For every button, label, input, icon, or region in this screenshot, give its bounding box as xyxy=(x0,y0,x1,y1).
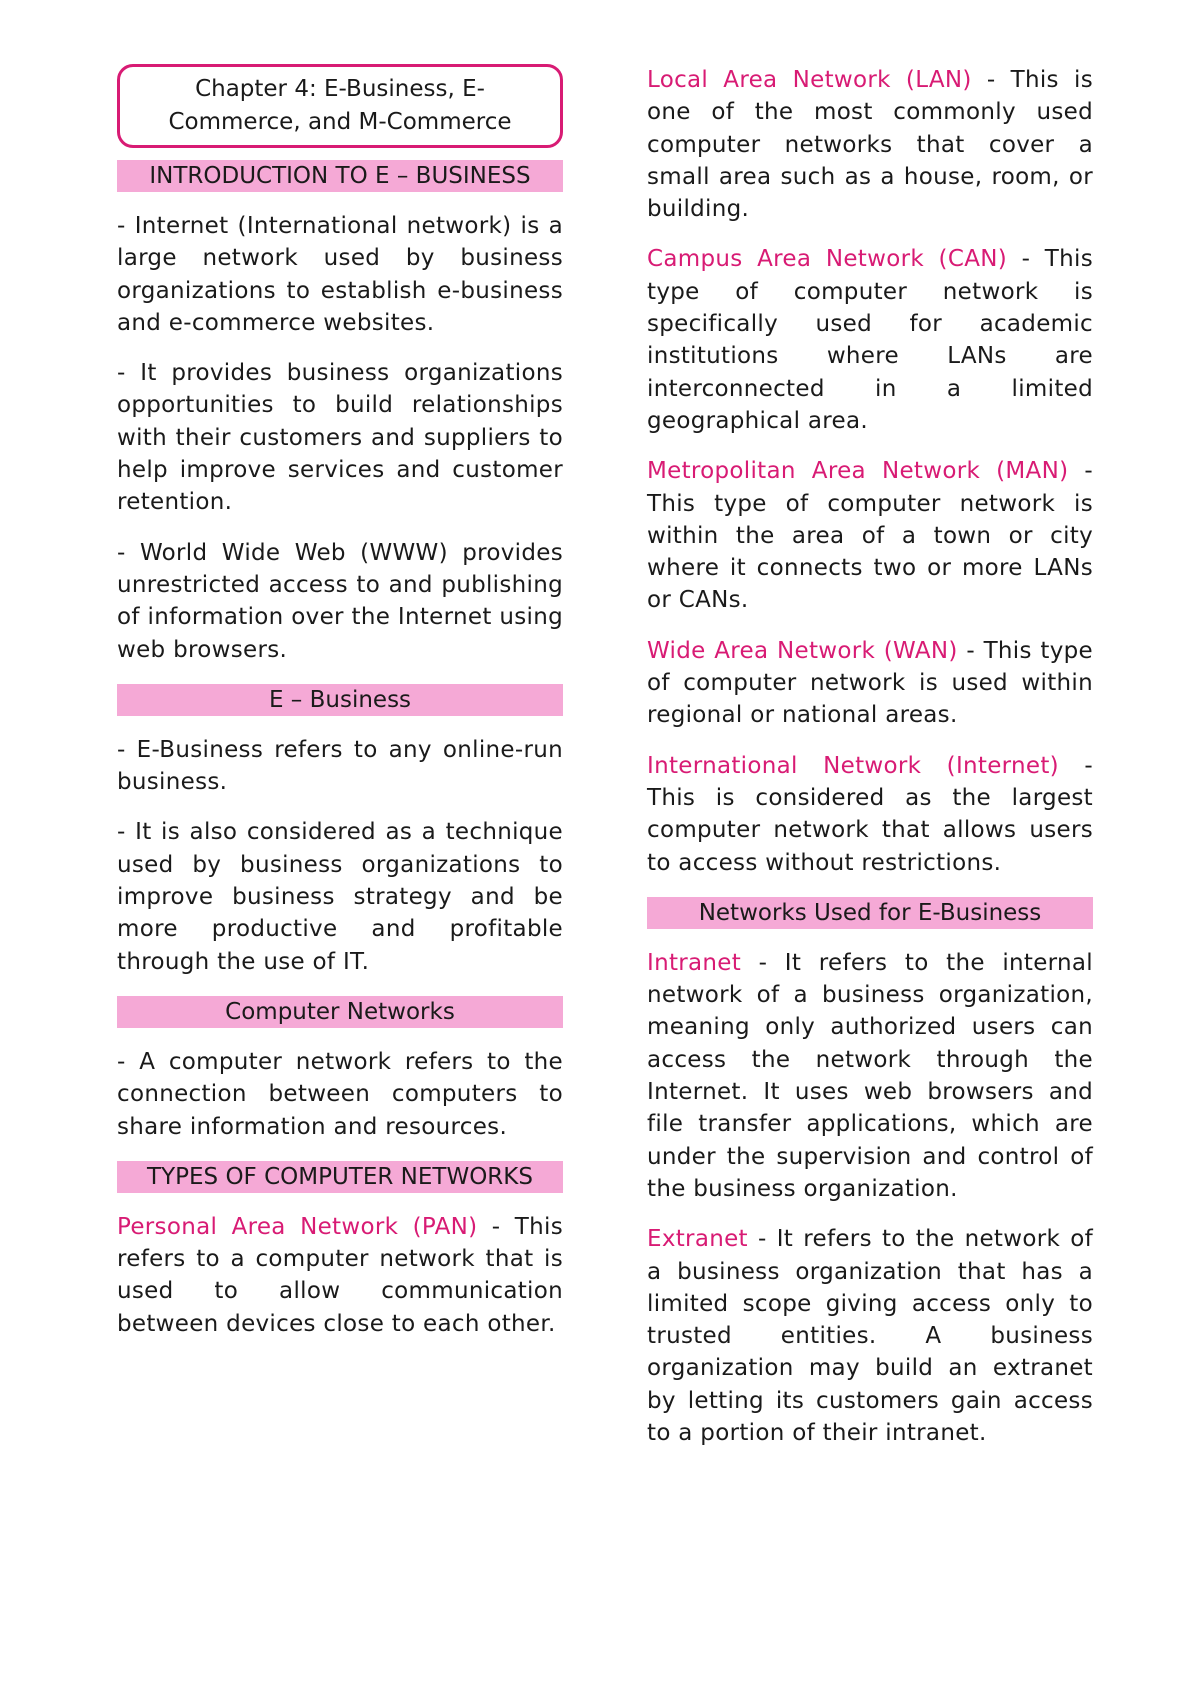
computer-networks-paragraph: - A computer network refers to the connection between computers to share information and resources. xyxy=(117,1048,563,1140)
left-column xyxy=(117,64,563,1358)
types-of-networks-heading: TYPES OF COMPUTER NETWORKS xyxy=(117,1161,563,1193)
intranet-definition xyxy=(647,947,1093,1205)
internet-definition xyxy=(647,750,1093,879)
right-column xyxy=(647,64,1093,1467)
lan-definition xyxy=(647,64,1093,225)
pan-definition xyxy=(117,1211,563,1340)
intro-paragraph-opportunities: - It provides business organizations opportunities to build relationships with their customers and suppliers to help improve services and customer retention. xyxy=(117,360,563,516)
computer-networks-heading: Computer Networks xyxy=(117,996,563,1028)
man-term: Metropolitan Area Network (MAN) xyxy=(647,458,1069,485)
lan-text: - This is one of the most commonly used computer networks that cover a small area such as a house, room, or building. xyxy=(647,67,1094,223)
extranet-text: - It refers to the network of a business organization that has a limited scope giving access only to trusted entities. A business organization may build an extranet by letting its customers gain access to a portion of their intranet. xyxy=(647,1226,1093,1446)
man-definition xyxy=(647,455,1093,616)
pan-term: Personal Area Network (PAN) xyxy=(117,1213,478,1240)
intro-paragraph-www: - World Wide Web (WWW) provides unrestricted access to and publishing of information over the Internet using web browsers. xyxy=(117,539,563,663)
lan-term: Local Area Network (LAN) xyxy=(647,67,972,93)
chapter-title-line-1: Chapter 4: E-Business, E- xyxy=(195,76,485,102)
extranet-definition xyxy=(647,1223,1093,1449)
internet-term: International Network (Internet) xyxy=(647,752,1059,779)
wan-text: - This type of computer network is used within regional or national areas. xyxy=(647,637,1094,729)
ebusiness-heading: E – Business xyxy=(117,684,563,716)
intranet-term: Intranet xyxy=(647,949,742,976)
wan-definition xyxy=(647,635,1093,732)
wan-term: Wide Area Network (WAN) xyxy=(647,637,958,664)
can-definition xyxy=(647,243,1093,437)
chapter-title-line-2: Commerce, and M-Commerce xyxy=(168,109,512,135)
can-text: - This type of computer network is specifically used for academic institutions where LANs are interconnected in a limited geographical area. xyxy=(647,246,1093,434)
intro-heading: INTRODUCTION TO E – BUSINESS xyxy=(117,160,563,192)
extranet-term: Extranet xyxy=(647,1226,748,1253)
internet-text: - This is considered as the largest computer network that allows users to access without restrictions. xyxy=(647,752,1093,876)
chapter-title-box xyxy=(117,64,563,148)
pan-text: - This refers to a computer network that is used to allow communication between devices close to each other. xyxy=(117,1213,563,1337)
can-term: Campus Area Network (CAN) xyxy=(647,246,1008,273)
ebusiness-paragraph-definition: - E-Business refers to any online-run business. xyxy=(117,736,563,796)
ebusiness-paragraph-technique: - It is also considered as a technique used by business organizations to improve business strategy and be more productive and profitable through the use of IT. xyxy=(117,819,563,975)
networks-for-ebusiness-heading: Networks Used for E-Business xyxy=(647,897,1093,929)
intro-paragraph-internet: - Internet (International network) is a large network used by business organizations to establish e-business and e-commerce websites. xyxy=(117,213,563,336)
man-text: -This type of computer network is within the area of a town or city where it connects two or more LANs or CANs. xyxy=(647,458,1093,614)
intranet-text: - It refers to the internal network of a business organization, meaning only authorized users can access the network through the Internet. It uses web browsers and file transfer applications, which are under the supervision and control of the business organization. xyxy=(647,949,1093,1202)
